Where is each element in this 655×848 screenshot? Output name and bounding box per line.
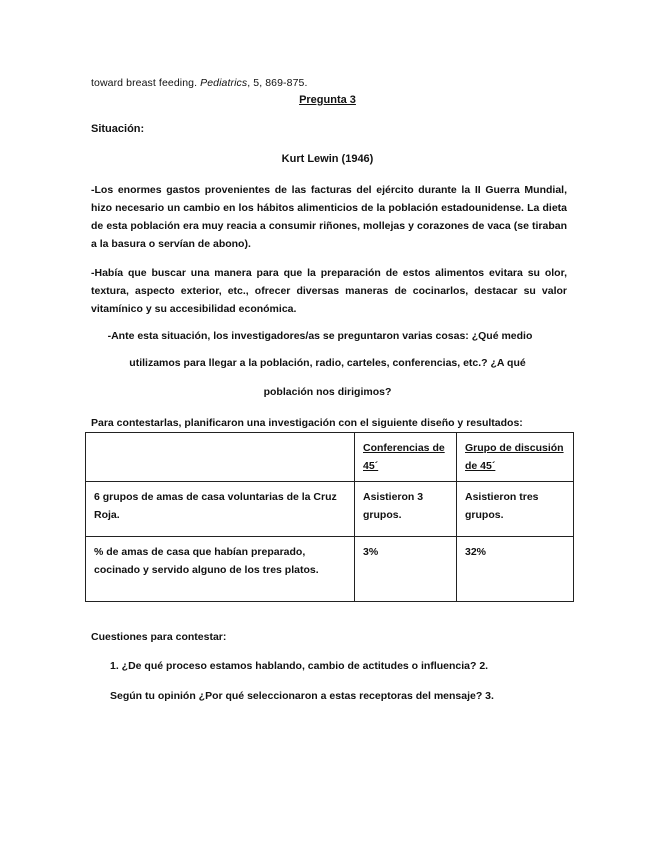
situation-label: Situación: bbox=[91, 123, 145, 135]
table-cell: % de amas de casa que habían preparado, cocinado y servido alguno de los tres platos. bbox=[86, 537, 355, 602]
table-header-conferences: Conferencias de 45´ bbox=[355, 433, 457, 482]
table-header-discussion: Grupo de discusión de 45´ bbox=[457, 433, 574, 482]
centered-line-3: población nos dirigimos? bbox=[263, 386, 392, 398]
table-row bbox=[86, 537, 574, 602]
question-line-1: 1. ¿De qué proceso estamos hablando, cambio de actitudes o influencia? 2. bbox=[110, 660, 489, 672]
question-line-2: Según tu opinión ¿Por qué seleccionaron a estas receptoras del mensaje? 3. bbox=[110, 690, 494, 702]
table-cell: 6 grupos de amas de casa voluntarias de la Cruz Roja. bbox=[86, 482, 355, 537]
paragraph-1: -Los enormes gastos provenientes de las facturas del ejército durante la II Guerra Mundial, hizo necesario un cambio en los hábitos alimenticios de la población estadounidense. La dieta de esta población era muy reacia a consumir riñones, mollejas y corazones de vaca (se tiraban a la basura o servían de abono). bbox=[91, 184, 567, 250]
table-header-empty bbox=[86, 433, 355, 482]
questions-label: Cuestiones para contestar: bbox=[91, 631, 227, 643]
table-row bbox=[86, 482, 574, 537]
table-cell: Asistieron tres grupos. bbox=[457, 482, 574, 537]
reference-journal: Pediatrics bbox=[200, 77, 248, 89]
table-intro: Para contestarlas, planificaron una investigación con el siguiente diseño y resultados: bbox=[91, 417, 523, 429]
results-table bbox=[85, 432, 574, 602]
centered-line-2: utilizamos para llegar a la población, radio, carteles, conferencias, etc.? ¿A qué bbox=[129, 357, 526, 369]
table-cell: 3% bbox=[355, 537, 457, 602]
reference-line bbox=[91, 77, 308, 89]
paragraph-2: -Había que buscar una manera para que la preparación de estos alimentos evitara su olor, textura, aspecto exterior, etc., ofrecer diversas maneras de cocinarlos, destacar su valor vitamínico y su accesibilidad económica. bbox=[91, 267, 567, 315]
table-cell: Asistieron 3 grupos. bbox=[355, 482, 457, 537]
reference-after: , 5, 869-875. bbox=[247, 77, 308, 89]
reference-before: toward breast feeding. bbox=[91, 77, 201, 89]
centered-line-1: -Ante esta situación, los investigadores/as se preguntaron varias cosas: ¿Qué medio bbox=[107, 330, 533, 342]
author-heading: Kurt Lewin (1946) bbox=[281, 153, 374, 165]
table-header-row bbox=[86, 433, 574, 482]
table-cell: 32% bbox=[457, 537, 574, 602]
question-title: Pregunta 3 bbox=[299, 94, 356, 106]
